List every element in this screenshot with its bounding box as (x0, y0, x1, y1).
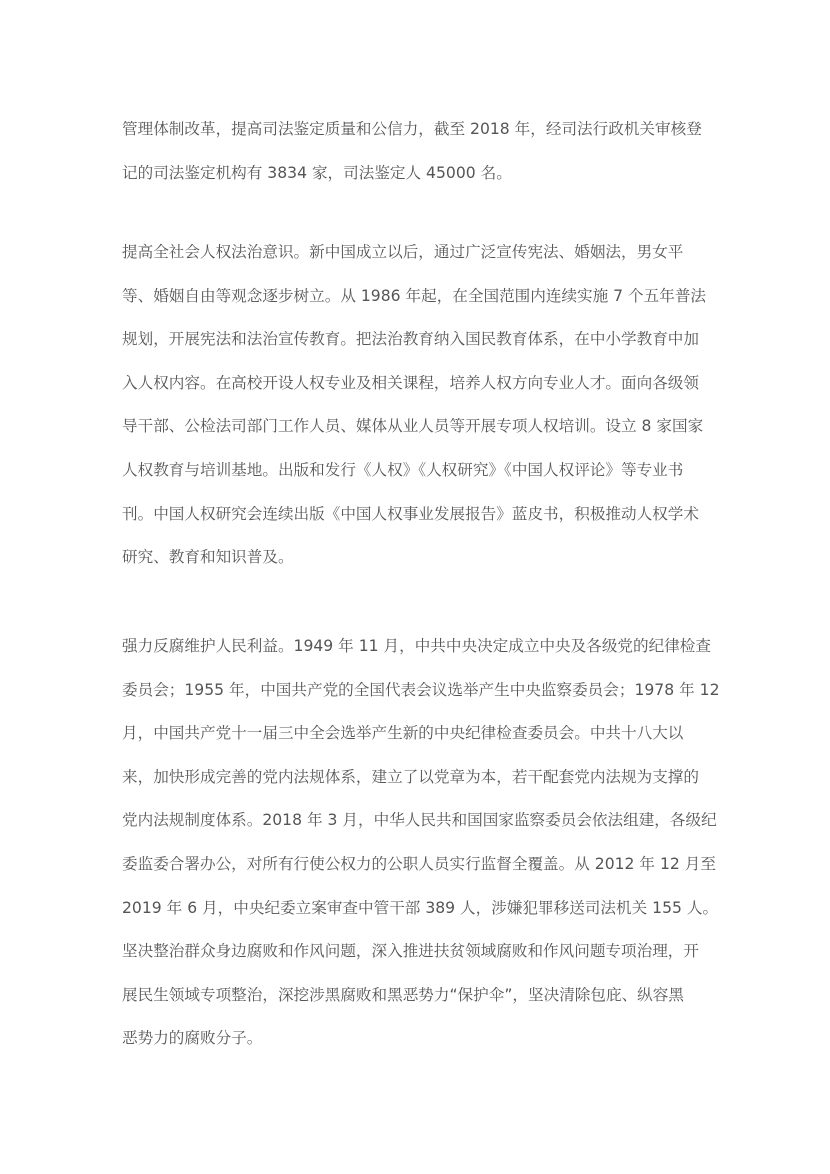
text-line: 管理体制改革，提高司法鉴定质量和公信力，截至 2018 年，经司法行政机关审核登 (122, 120, 702, 138)
text-line: 来，加快形成完善的党内法规体系，建立了以党章为本，若干配套党内法规为支撑的 (122, 767, 699, 786)
text-line: 月，中国共产党十一届三中全会选举产生新的中央纪律检查委员会。中共十八大以 (122, 724, 684, 743)
paragraph-judicial-appraisal (122, 108, 722, 195)
text-line: 记的司法鉴定机构有 3834 家，司法鉴定人 45000 名。 (122, 163, 512, 182)
text-line: 导干部、公检法司部门工作人员、媒体从业人员等开展专项人权培训。设立 8 家国家 (122, 417, 704, 436)
text-line: 恶势力的腐败分子。 (122, 1029, 263, 1048)
text-line: 刊。中国人权研究会连续出版《中国人权事业发展报告》蓝皮书，积极推动人权学术 (122, 504, 699, 523)
text-line: 坚决整治群众身边腐败和作风问题，深入推进扶贫领域腐败和作风问题专项治理，开 (122, 942, 699, 961)
text-line: 强力反腐维护人民利益。1949 年 11 月，中共中央决定成立中央及各级党的纪律检查 (122, 637, 711, 655)
text-line: 人权教育与培训基地。出版和发行《人权》《人权研究》《中国人权评论》等专业书 (122, 460, 684, 479)
text-line: 规划，开展宪法和法治宣传教育。把法治教育纳入国民教育体系，在中小学教育中加 (122, 330, 699, 349)
text-line: 展民生领域专项整治，深挖涉黑腐败和黑恶势力“保护伞”，坚决清除包庇、纵容黑 (122, 985, 684, 1004)
text-line: 委监委合署办公，对所有行使公权力的公职人员实行监督全覆盖。从 2012 年 12 月至 (122, 854, 716, 873)
text-line: 提高全社会人权法治意识。新中国成立以后，通过广泛宣传宪法、婚姻法，男女平 (122, 243, 684, 261)
text-line: 委员会；1955 年，中国共产党的全国代表会议选举产生中央监察委员会；1978 年 12 (122, 680, 720, 699)
text-line: 研究、教育和知识普及。 (122, 548, 294, 567)
paragraph-human-rights-awareness (122, 231, 722, 580)
text-line: 等、婚姻自由等观念逐步树立。从 1986 年起，在全国范围内连续实施 7 个五年普法 (122, 286, 707, 305)
text-line: 党内法规制度体系。2018 年 3 月，中华人民共和国国家监察委员会依法组建，各级纪 (122, 811, 717, 830)
text-line: 入人权内容。在高校开设人权专业及相关课程，培养人权方向专业人才。面向各级领 (122, 373, 699, 392)
text-line: 2019 年 6 月，中央纪委立案审查中管干部 389 人，涉嫌犯罪移送司法机关 155 人。 (122, 898, 719, 917)
paragraph-anti-corruption (122, 625, 722, 1061)
